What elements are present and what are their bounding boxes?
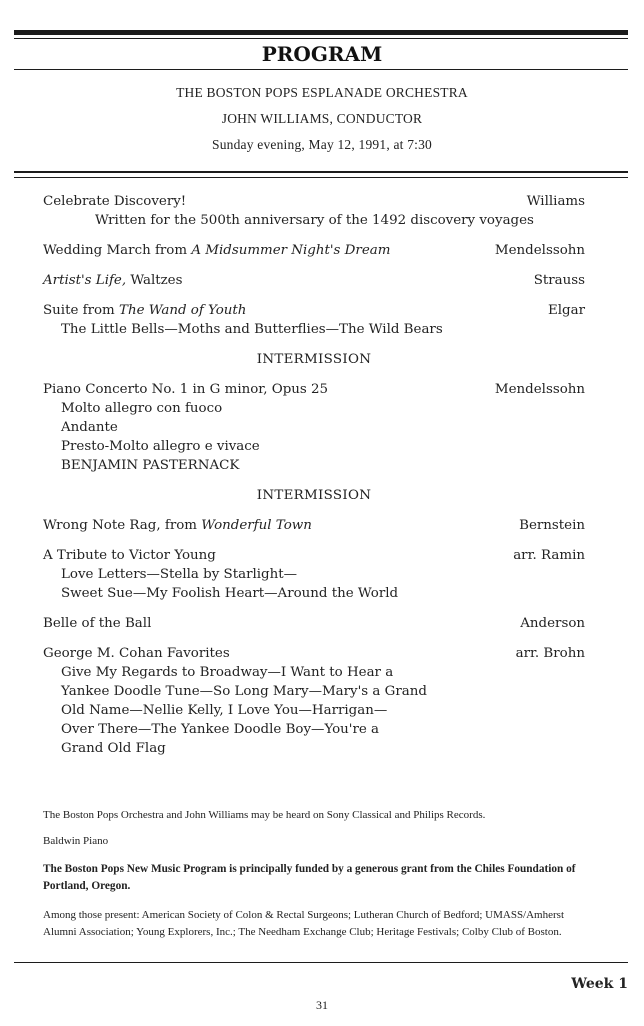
bottom-rule	[14, 962, 628, 963]
movement-line: Sweet Sue—My Foolish Heart—Around the World	[61, 586, 399, 601]
piece-title-prefix: Wedding March from	[43, 243, 192, 258]
piece-title: Wonderful Town	[201, 518, 312, 533]
funding-note: The Boston Pops New Music Program is principally funded by a generous grant from the Chiles Foundation of Portland, Oregon.	[43, 863, 576, 892]
movement-line: Over There—The Yankee Doodle Boy—You're a	[61, 722, 380, 737]
composer: Mendelssohn	[494, 243, 585, 258]
movement-line: Old Name—Nellie Kelly, I Love You—Harrigan—	[61, 703, 388, 718]
attendees-note: Among those present: American Society of Colon & Rectal Surgeons; Lutheran Church of Bedford; UMASS/Amherst Alumni Association; Young Explorers, Inc.; The Needham Exchange Club; Heritage Festivals; Colby Club of Boston.	[43, 909, 564, 938]
piece-title: George M. Cohan Favorites	[43, 646, 230, 661]
program-item	[43, 301, 585, 320]
piece-title: Piano Concerto No. 1 in G minor, Opus 25	[43, 382, 329, 397]
composer: Strauss	[533, 273, 585, 288]
piece-note: Written for the 500th anniversary of the 1492 discovery voyages	[95, 213, 534, 228]
top-thin-rule	[14, 38, 628, 39]
composer: arr. Brohn	[515, 646, 585, 661]
section-rule-thin	[14, 177, 628, 178]
page-number: 31	[316, 998, 328, 1012]
piece-title-prefix: Wrong Note Rag, from	[43, 518, 202, 533]
movement-line: Grand Old Flag	[61, 741, 166, 756]
movement-line: Yankee Doodle Tune—So Long Mary—Mary's a Grand	[61, 684, 427, 699]
soloist: BENJAMIN PASTERNACK	[61, 458, 240, 473]
composer: Bernstein	[519, 518, 585, 533]
piece-title: Artist's Life,	[43, 273, 127, 288]
program-list	[43, 192, 585, 758]
week-label: Week 1	[571, 976, 628, 992]
records-note: The Boston Pops Orchestra and John Williams may be heard on Sony Classical and Philips Records.	[43, 809, 486, 821]
composer: Mendelssohn	[494, 382, 585, 397]
program-item	[43, 516, 585, 535]
movement-line: Andante	[61, 420, 118, 435]
concert-date: Sunday evening, May 12, 1991, at 7:30	[212, 137, 432, 152]
top-thick-rule	[14, 30, 628, 35]
program-item	[43, 241, 585, 260]
piece-title: Celebrate Discovery!	[43, 194, 187, 209]
movement-line: Molto allegro con fuoco	[61, 401, 223, 416]
piece-title-suffix: Waltzes	[126, 273, 183, 288]
orchestra-name: THE BOSTON POPS ESPLANADE ORCHESTRA	[176, 85, 468, 100]
piece-title: The Wand of Youth	[119, 303, 247, 318]
composer: Elgar	[547, 303, 585, 318]
piece-title: A Tribute to Victor Young	[43, 548, 216, 563]
composer: arr. Ramin	[513, 548, 585, 563]
movement-line: Love Letters—Stella by Starlight—	[61, 567, 298, 582]
piece-title: A Midsummer Night's Dream	[191, 243, 391, 258]
movement-line: The Little Bells—Moths and Butterflies—The Wild Bears	[61, 322, 443, 337]
program-item	[43, 644, 585, 663]
movement-line: Presto-Molto allegro e vivace	[61, 439, 260, 454]
program-item	[43, 380, 585, 399]
piece-title-prefix: Suite from	[43, 303, 120, 318]
composer: Anderson	[520, 616, 585, 631]
page-title: PROGRAM	[261, 42, 383, 66]
intermission: INTERMISSION	[256, 352, 372, 367]
program-item	[43, 192, 585, 211]
program-item	[43, 614, 585, 633]
title-underline	[14, 69, 628, 70]
section-rule-thick	[14, 171, 628, 173]
piano-credit: Baldwin Piano	[43, 835, 109, 847]
movement-line: Give My Regards to Broadway—I Want to Hear a	[61, 665, 394, 680]
composer: Williams	[526, 194, 585, 209]
program-item	[43, 546, 585, 565]
conductor-name: JOHN WILLIAMS, CONDUCTOR	[221, 111, 423, 126]
intermission: INTERMISSION	[256, 488, 372, 503]
program-item	[43, 271, 585, 290]
piece-title: Belle of the Ball	[43, 616, 152, 631]
